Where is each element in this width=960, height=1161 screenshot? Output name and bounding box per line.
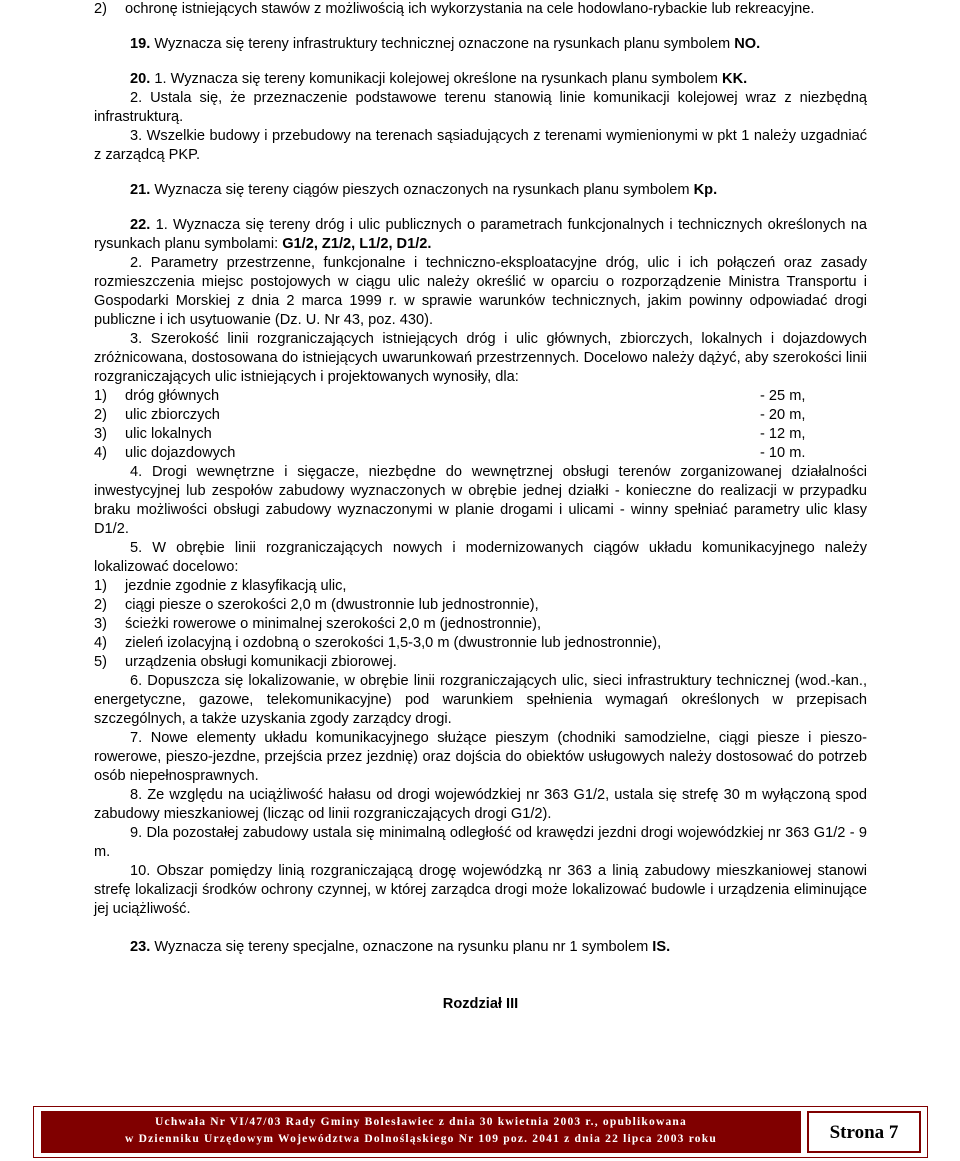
road-width-row: 1) dróg głównych - 25 m, [94,388,806,404]
list-item: 1) jezdnie zgodnie z klasyfikacją ulic, [94,578,347,594]
list-item [94,0,867,19]
road-width-list [94,387,867,463]
road-width-row: 4) ulic dojazdowych - 10 m. [94,445,806,461]
section-22-p2: 2. Parametry przestrzenne, funkcjonalne i techniczno-eksploatacyjne dróg, ulic i ich połączeń oraz zasady rozmieszczenia miejsc postojowych w ciągu ulic należy określić w oparciu o rozporządzenie Ministra Transportu i Gospodarki Morskiej z dnia 2 marca 1999 r. w sprawie warunków technicznych, jakim powinny odpowiadać drogi publiczne i ich usytuowanie (Dz. U. Nr 43, poz. 430). [94,255,867,328]
section-22-p5: 5. W obrębie linii rozgraniczających nowych i modernizowanych ciągów układu komunikacyjnego należy lokalizować docelowo: [94,540,867,575]
section-23: 23. Wyznacza się tereny specjalne, oznaczone na rysunku planu nr 1 symbolem IS. [130,939,671,955]
document-body [94,0,867,1029]
list-item: 2) ciągi piesze o szerokości 2,0 m (dwustronnie lub jednostronnie), [94,597,539,613]
section-22-p1: 22. 1. Wyznacza się tereny dróg i ulic publicznych o parametrach funkcjonalnych i technicznych określonych na rysunkach planu symbolami: G1/2, Z1/2, L1/2, D1/2. [94,217,867,252]
section-22-p6: 6. Dopuszcza się lokalizowanie, w obrębie linii rozgraniczających ulic, sieci infrastruktury technicznej (wod.-kan., energetyczne, gazowe, telekomunikacyjne) pod warunkiem spełnienia wymagań określonych w przepisach szczególnych, a także uzyskania zgody zarządcy drogi. [94,673,867,727]
section-20-p2: 2. Ustala się, że przeznaczenie podstawowe terenu stanowią linie komunikacji kolejowej wraz z niezbędną infrastrukturą. [94,90,867,125]
section-22-p3: 3. Szerokość linii rozgraniczających istniejących dróg i ulic głównych, zbiorczych, lokalnych i dojazdowych zróżnicowana, dostosowana do istniejących uwarunkowań przestrzennych. Docelowo należy dążyć, aby szerokości linii rozgraniczających ulic istniejących i projektowanych wynosiły, dla: [94,331,867,385]
road-width-row: 2) ulic zbiorczych - 20 m, [94,407,806,423]
section-20-p3: 3. Wszelkie budowy i przebudowy na terenach sąsiadujących z terenami wymienionymi w pkt 1 należy uzgadniać z zarządcą PKP. [94,128,867,163]
publication-note [41,1111,801,1153]
list-item: 4) zieleń izolacyjną i ozdobną o szerokości 1,5-3,0 m (dwustronnie lub jednostronnie), [94,635,662,651]
publication-line-2: w Dzienniku Urzędowym Województwa Dolnośląskiego Nr 109 poz. 2041 z dnia 22 lipca 2003 roku [125,1133,717,1145]
section-22-p8: 8. Ze względu na uciążliwość hałasu od drogi wojewódzkiej nr 363 G1/2, ustala się strefę 30 m wyłączoną spod zabudowy mieszkaniowej (licząc od linii rozgraniczających drogi G1/2). [94,787,867,822]
page-number: Strona 7 [807,1111,921,1153]
publication-line-1: Uchwała Nr VI/47/03 Rady Gminy Bolesławiec z dnia 30 kwietnia 2003 r., opublikowana [155,1116,687,1128]
chapter-heading: Rozdział III [442,996,519,1012]
road-width-row: 3) ulic lokalnych - 12 m, [94,426,806,442]
list-text: ochronę istniejących stawów z możliwością ich wykorzystania na cele hodowlano-rybackie lub rekreacyjne. [125,1,815,17]
section-22-p4: 4. Drogi wewnętrzne i sięgacze, niezbędne do wewnętrznej obsługi terenów zorganizowanej działalności inwestycyjnej lub zespołów zabudowy wyznaczonych w obrębie jednej działki - konieczne do realizacji w przypadku braku możliwości obsługi zabudowy wyznaczonymi w planie drogami i ulicami - winny spełniać parametry ulic klasy D1/2. [94,464,867,537]
section-22-p10: 10. Obszar pomiędzy linią rozgraniczającą drogę wojewódzką nr 363 a linią zabudowy mieszkaniowej stanowi strefę lokalizacji środków ochrony czynnej, w której zarządca drogi może lokalizować budowle i urządzenia eliminujące jej uciążliwość. [94,863,867,917]
section-19: 19. Wyznacza się tereny infrastruktury technicznej oznaczone na rysunkach planu symbolem NO. [130,36,761,52]
list-number: 2) [94,1,107,17]
section-22-p9: 9. Dla pozostałej zabudowy ustala się minimalną odległość od krawędzi jezdni drogi wojewódzkiej nr 363 G1/2 - 9 m. [94,825,867,860]
section-21: 21. Wyznacza się tereny ciągów pieszych oznaczonych na rysunkach planu symbolem Kp. [130,182,718,198]
section-20-p1: 20. 1. Wyznacza się tereny komunikacji kolejowej określone na rysunkach planu symbolem KK. [130,71,748,87]
page-footer [33,1106,928,1158]
list-item: 5) urządzenia obsługi komunikacji zbiorowej. [94,654,397,670]
list-item: 3) ścieżki rowerowe o minimalnej szerokości 2,0 m (jednostronnie), [94,616,542,632]
section-22-p7: 7. Nowe elementy układu komunikacyjnego służące pieszym (chodniki samodzielne, ciągi piesze i pieszo-rowerowe, pieszo-jezdne, przejścia przez jezdnię) oraz dojścia do obiektów usługowych należy dostosować do potrzeb osób niepełnosprawnych. [94,730,867,784]
traffic-elements-list [94,577,867,672]
